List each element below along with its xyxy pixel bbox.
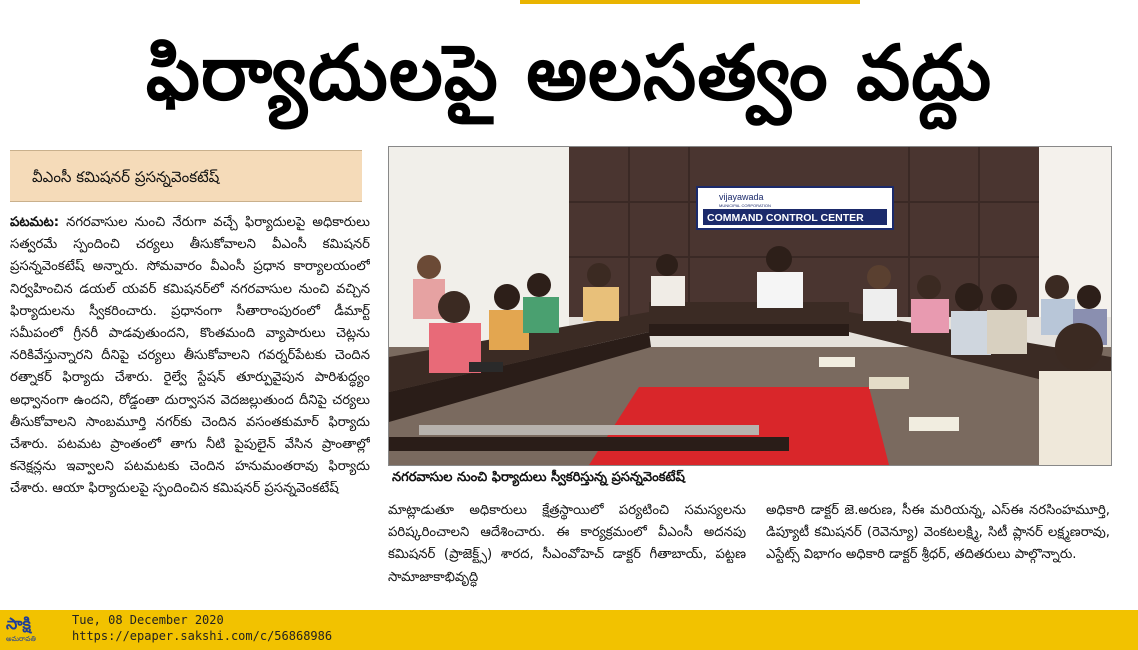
sign-brand: vijayawada	[719, 192, 764, 202]
news-photo	[388, 146, 1112, 466]
article-column-3: అధికారి డాక్టర్ జె.అరుణ, సీఈ మరియన్న, ఎస్ఈ నరసింహమూర్తి, డిప్యూటీ కమిషనర్ (రెవెన్యూ) వెంకటలక్ష్మి, సిటీ ప్లానర్ లక్ష్మణరావు, ఎస్టేట్స్ విభాగం అధికారి డాక్టర్ శ్రీధర్, తదితరులు పాల్గొన్నారు.	[766, 503, 1110, 563]
meeting-photo	[389, 147, 1111, 465]
epaper-url[interactable]: https://epaper.sakshi.com/c/56868986	[72, 629, 333, 643]
article-column-1	[10, 212, 370, 608]
subheadline: వీఎంసీ కమిషనర్ ప్రసన్నవెంకటేష్	[10, 150, 362, 202]
sign-main: COMMAND CONTROL CENTER	[707, 212, 864, 224]
top-accent-bar	[520, 0, 860, 4]
headline: ఫిర్యాదులపై అలసత్వం వద్దు	[145, 28, 993, 117]
sakshi-logo	[6, 614, 62, 646]
logo-text: సాక్షి	[6, 614, 31, 633]
article-text-1: నగరవాసుల నుంచి నేరుగా వచ్చే ఫిర్యాదులపై అధికారులు సత్వరమే స్పందించి చర్యలు తీసుకోవాలని వీఎంసీ కమిషనర్ ప్రసన్నవెంకటేష్ అన్నారు. సోమవారం వీఎంసీ ప్రధాన కార్యాలయంలో నిర్వహించిన డయల్ యవర్ కమిషనర్‌లో నగరవాసుల నుంచి వచ్చిన ఫిర్యాదులను స్వీకరించారు. ప్రధానంగా సీతారాంపురంలో డీమార్ట్ సమీపంలో గ్రీనరీ పాడవుతుందని, కొంతమంది వ్యాపారులు చెట్లను నరికివేస్తున్నారని దీనిపై చర్యలు తీసుకోవాలని గవర్నర్‌పేటకు చెందిన రత్నాకర్ ఫిర్యాదు చేశారు. రైల్వే స్టేషన్ తూర్పువైపున పారిశుద్ధ్యం అధ్వానంగా ఉందని, రోడ్డంతా దుర్వాసన వెదజల్లుతుంద దీనిపై చర్యలు తీసుకోవాలని సాంబమూర్తి నగర్‌కు చెందిన వసంతకుమార్ ఫిర్యాదు చేశారు. పటమట ప్రాంతంలో తాగు నీటి పైపులైన్ వేసిన ప్రాంతాల్లో కనెక్షన్లను ఇవ్వాలని పటమటకు చెందిన హనుమంతరావు ఫిర్యాదు చేశారు. ఆయా ఫిర్యాదులపై స్పందించిన కమిషనర్ ప్రసన్నవెంకటేష్	[10, 215, 370, 497]
edition-date: Tue, 08 December 2020	[72, 613, 224, 627]
footer-bar	[0, 610, 1138, 650]
photo-caption: నగరవాసుల నుంచి ఫిర్యాదులు స్వీకరిస్తున్న ప్రసన్నవెంకటేష్	[392, 470, 685, 485]
logo-subtext: అమరావతి	[6, 635, 36, 643]
article-column-2: మాట్లాడుతూ అధికారులు క్షేత్రస్థాయిలో పర్యటించి సమస్యలను పరిష్కరించాలని ఆదేశించారు. ఈ కార్యక్రమంలో వీఎంసీ అదనపు కమిషనర్ (ప్రాజెక్ట్స్) శారద, సీఎంవోహెచ్ డాక్టర్ గీతాబాయ్, పట్టణ సామాజాకాభివృద్ధి	[388, 503, 746, 585]
dateline: పటమట:	[10, 215, 59, 230]
top-strip	[0, 0, 1138, 6]
sign-sub: MUNICIPAL CORPORATION	[719, 203, 771, 208]
